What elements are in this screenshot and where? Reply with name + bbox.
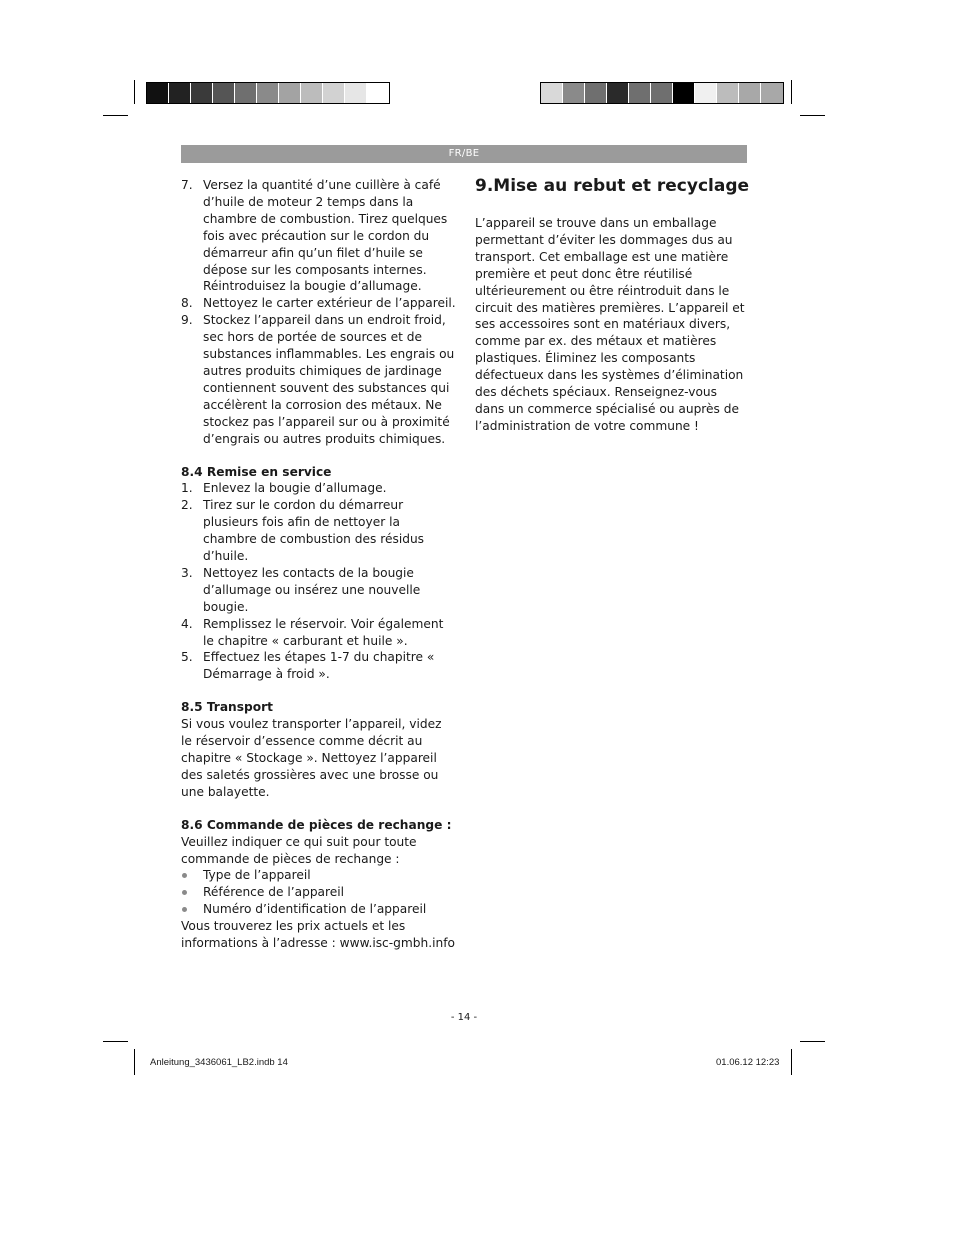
list-item-number: 9.: [181, 313, 193, 328]
color-swatch: [323, 83, 345, 103]
color-swatch: [717, 83, 739, 103]
color-swatch: [695, 83, 717, 103]
list-item-text: Enlevez la bougie d’allumage.: [203, 481, 387, 496]
list-item-number: 1.: [181, 481, 193, 496]
crop-mark: [134, 80, 135, 104]
list-item-text: Effectuez les étapes 1-7 du chapitre « Démarrage à froid ».: [203, 650, 435, 682]
color-swatch: [169, 83, 191, 103]
color-swatch: [651, 83, 673, 103]
color-swatch: [607, 83, 629, 103]
list-item-number: 5.: [181, 650, 193, 665]
bullet-text: Type de l’appareil: [203, 868, 311, 883]
recommissioning-steps-list: [181, 480, 456, 683]
bullet-item: [181, 901, 456, 918]
bullet-dot-icon: [182, 873, 187, 878]
crop-mark: [800, 115, 825, 116]
section-heading-8-4: 8.4 Remise en service: [181, 464, 332, 479]
chapter-title-9: 9.Mise au rebut et recyclage: [475, 176, 750, 196]
spare-parts-bullet-list: [181, 867, 456, 918]
color-calibration-bar-left: [146, 82, 390, 104]
list-item-number: 3.: [181, 565, 193, 580]
list-item: [181, 649, 456, 683]
list-item-number: 7.: [181, 178, 193, 192]
color-swatch: [673, 83, 695, 103]
crop-mark: [103, 1041, 128, 1042]
spare-parts-intro: Veuillez indiquer ce qui suit pour toute commande de pièces de rechange :: [181, 834, 417, 866]
bullet-text: Référence de l’appareil: [203, 885, 345, 900]
storage-steps-list: [181, 177, 456, 448]
language-code: FR/BE: [448, 148, 480, 159]
list-item-text: Remplissez le réservoir. Voir également le chapitre « carburant et huile ».: [203, 616, 444, 648]
color-swatch: [257, 83, 279, 103]
list-item-number: 4.: [181, 616, 193, 631]
spare-parts-outro: Vous trouverez les prix actuels et les informations à l’adresse : www.isc-gmbh.info: [181, 919, 455, 951]
list-item-text: Nettoyez les contacts de la bougie d’allumage ou insérez une nouvelle bougie.: [203, 565, 421, 614]
crop-mark: [800, 1041, 825, 1042]
crop-mark: [103, 115, 128, 116]
transport-paragraph: Si vous voulez transporter l’appareil, videz le réservoir d’essence comme décrit au chapitre « Stockage ». Nettoyez l’appareil des saletés grossières avec une brosse ou une balayette.: [181, 717, 442, 799]
list-item: [181, 616, 456, 650]
bullet-text: Numéro d’identification de l’appareil: [203, 902, 427, 917]
right-column: [475, 175, 750, 435]
color-swatch: [585, 83, 607, 103]
color-swatch: [279, 83, 301, 103]
color-swatch: [345, 83, 367, 103]
bullet-item: [181, 867, 456, 884]
bullet-dot-icon: [182, 907, 187, 912]
section-heading-8-5: 8.5 Transport: [181, 700, 273, 715]
color-swatch: [761, 83, 783, 103]
language-header-bar: [181, 145, 747, 163]
section-heading-8-6: 8.6 Commande de pièces de rechange :: [181, 817, 452, 832]
list-item-text: Nettoyez le carter extérieur de l’appareil.: [203, 296, 456, 311]
color-swatch: [213, 83, 235, 103]
file-slug: Anleitung_3436061_LB2.indb 14: [150, 1057, 288, 1068]
list-item-text: Tirez sur le cordon du démarreur plusieurs fois afin de nettoyer la chambre de combustion des résidus d’huile.: [203, 498, 425, 564]
color-calibration-bar-right: [540, 82, 784, 104]
color-swatch: [367, 83, 389, 103]
left-column: [181, 177, 456, 952]
crop-mark: [791, 80, 792, 104]
color-swatch: [629, 83, 651, 103]
list-item: [181, 480, 456, 497]
disposal-paragraph: L’appareil se trouve dans un emballage permettant d’éviter les dommages dus au transport. Cet emballage est une matière première et peut donc être réutilisé ultérieurement ou être réintroduit dans le circuit des matières premières. L’appareil et ses accessoires sont en matériaux divers, comme par ex. des métaux et matières plastiques. Éliminez les composants défectueux dans les systèmes d’élimination des déchets spéciaux. Renseignez-vous dans un commerce spécialisé ou auprès de l’administration de votre commune !: [475, 216, 745, 433]
color-swatch: [191, 83, 213, 103]
color-swatch: [563, 83, 585, 103]
bullet-dot-icon: [182, 890, 187, 895]
list-item-number: 2.: [181, 498, 193, 513]
list-item: [181, 177, 456, 295]
color-swatch: [739, 83, 761, 103]
date-slug: 01.06.12 12:23: [716, 1057, 780, 1068]
list-item: [181, 565, 456, 616]
color-swatch: [541, 83, 563, 103]
list-item-number: 8.: [181, 296, 193, 311]
crop-mark: [134, 1049, 135, 1075]
color-swatch: [235, 83, 257, 103]
list-item: [181, 497, 456, 565]
color-swatch: [147, 83, 169, 103]
crop-mark: [791, 1049, 792, 1075]
list-item: [181, 312, 456, 447]
list-item-text: Stockez l’appareil dans un endroit froid, sec hors de portée de sources et de substances inflammables. Les engrais ou autres produits chimiques de jardinage contiennent souvent des substances qui accélèrent la corrosion des métaux. Ne stockez pas l’appareil sur ou à proximité d’engrais ou autres produits chimiques.: [203, 313, 455, 446]
list-item-text: Versez la quantité d’une cuillère à café d’huile de moteur 2 temps dans la chambre de combustion. Tirez quelques fois avec précaution sur le cordon du démarreur afin qu’un filet d’huile se dépose sur les composants internes. Réintroduisez la bougie d’allumage.: [203, 178, 448, 294]
bullet-item: [181, 884, 456, 901]
page-number: - 14 -: [450, 1012, 478, 1023]
color-swatch: [301, 83, 323, 103]
list-item: [181, 295, 456, 312]
